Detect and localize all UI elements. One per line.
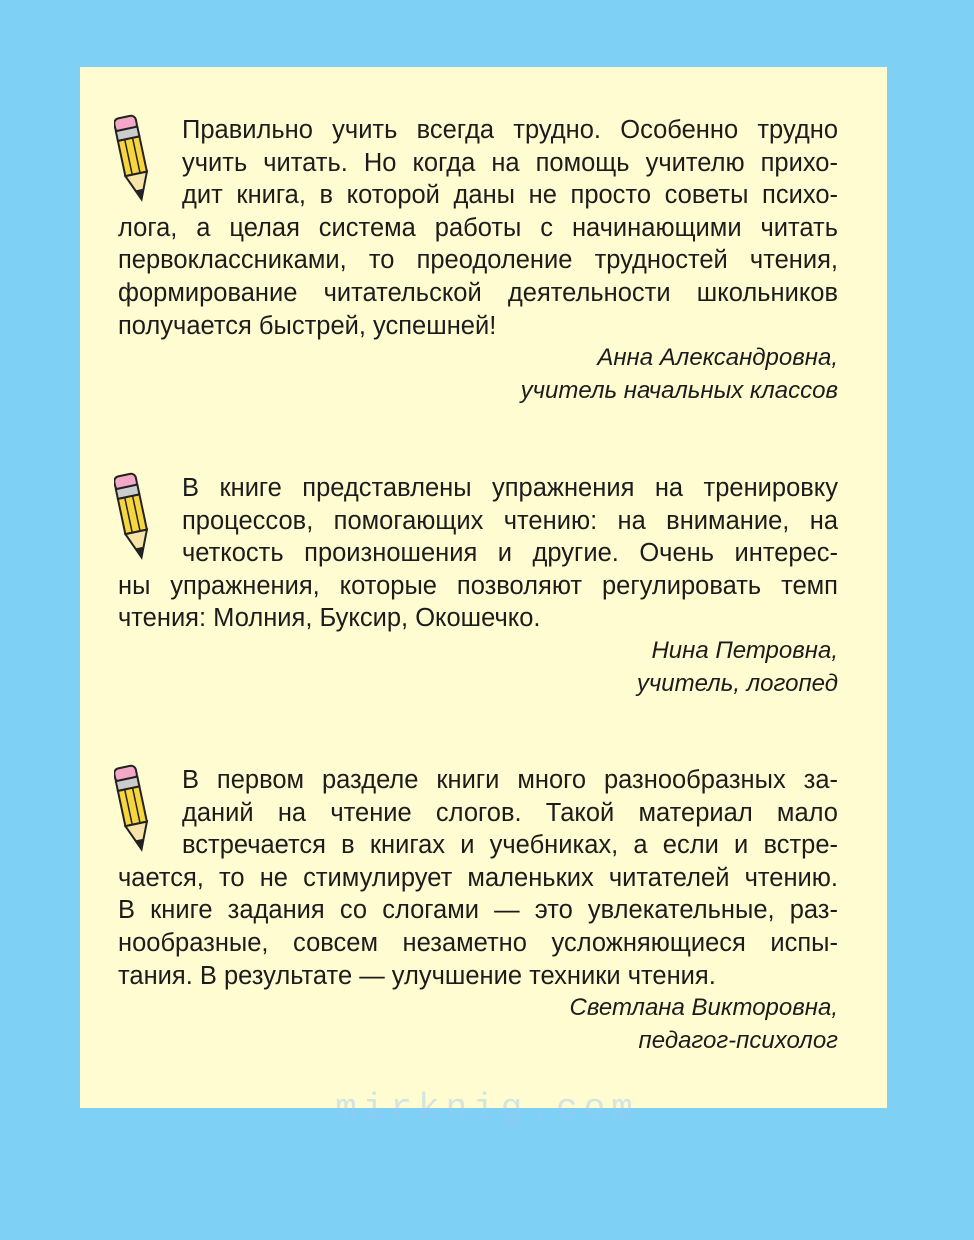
text-line: даний на чтение слогов. Такой материал мало	[182, 798, 838, 827]
text-line: чтения: Молния, Буксир, Окошечко.	[118, 604, 541, 633]
text-line: тания. В результате — улучшение техники чтения.	[118, 961, 716, 990]
text-line: лога, а целая система работы с начинающими читать	[118, 213, 838, 242]
testimonial-1	[118, 114, 838, 407]
text-line: Правильно учить всегда трудно. Особенно трудно	[182, 116, 838, 144]
attribution-role: учитель начальных классов	[520, 376, 838, 404]
text-line: В первом разделе книги много разнообразных за-	[182, 766, 838, 794]
text-line: процессов, помогающих чтению: на внимание, на	[182, 506, 838, 535]
text-line: первоклассниками, то преодоление трудностей чтения,	[118, 246, 838, 275]
attribution-author: Нина Петровна,	[651, 636, 838, 664]
watermark: mirknig.com	[335, 1088, 639, 1129]
text-line: учить читать. Но когда на помощь учителю прихо-	[182, 148, 838, 177]
text-line: четкость произношения и другие. Очень интерес-	[182, 539, 838, 568]
text-line: чается, то не стимулирует маленьких читателей чтению.	[118, 863, 838, 892]
testimonial-2	[118, 472, 838, 700]
text-line: формирование читательской деятельности школьников	[118, 278, 838, 307]
text-line: В книге задания со слогами — это увлекательные, раз-	[118, 896, 838, 925]
attribution-author: Светлана Викторовна,	[569, 994, 838, 1022]
text-line: ны упражнения, которые позволяют регулировать темп	[118, 571, 838, 600]
attribution-role: учитель, логопед	[636, 669, 838, 697]
text-line: В книге представлены упражнения на тренировку	[182, 474, 838, 502]
pencil-icon	[114, 472, 154, 562]
text-line: дит книга, в которой даны не просто советы психо-	[182, 181, 838, 210]
text-line: получается быстрей, успешней!	[118, 311, 497, 340]
attribution-author: Анна Александровна,	[597, 344, 838, 372]
text-line: встречается в книгах и учебниках, а если и встре-	[182, 831, 838, 860]
testimonial-3	[118, 764, 838, 1057]
text-line: нообразные, совсем незаметно усложняющиеся испы-	[118, 928, 838, 957]
pencil-icon	[114, 114, 154, 204]
attribution-role: педагог-психолог	[638, 1026, 838, 1054]
pencil-icon	[114, 764, 154, 854]
